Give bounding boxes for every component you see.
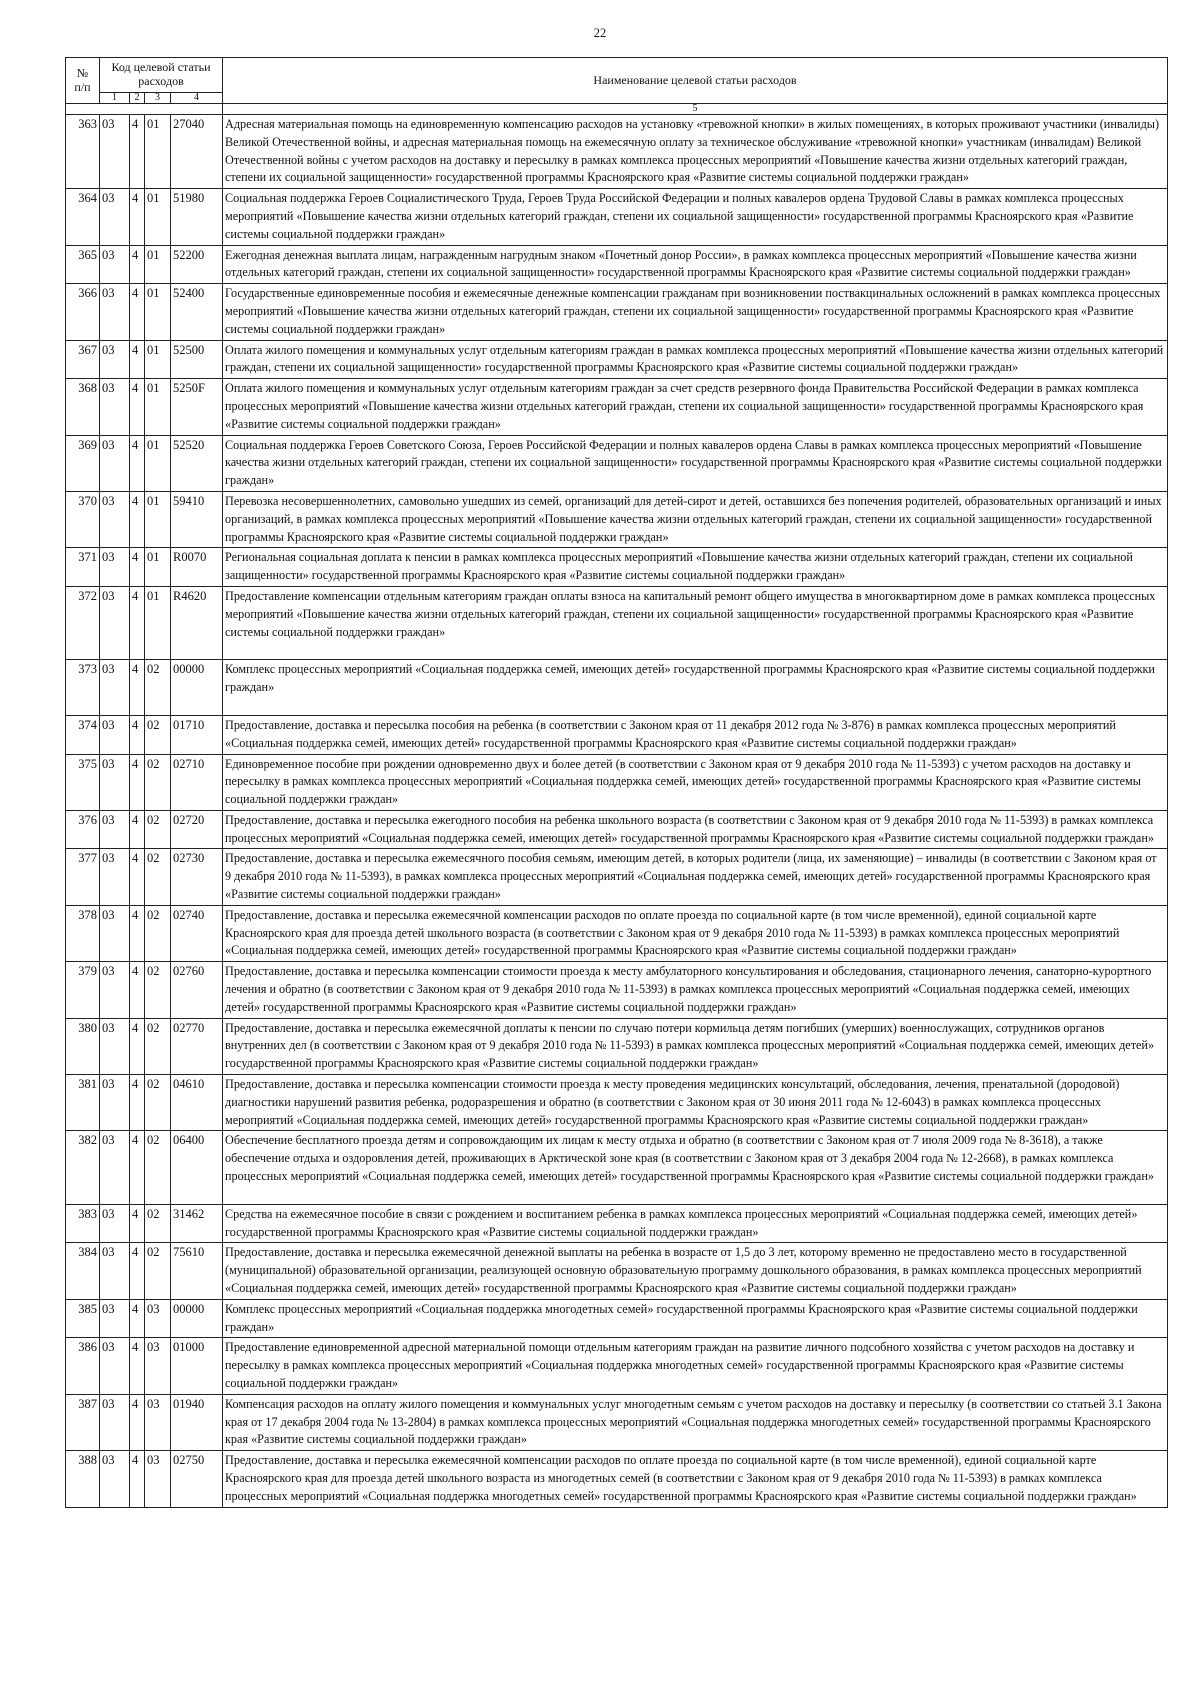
row-number: 370	[66, 491, 100, 547]
row-description: Предоставление, доставка и пересылка ежемесячного пособия семьям, имеющим детей, в которых родители (лица, их заменяющие) – инвалиды (в соответствии с Законом края от 9 декабря 2010 года № 11-5393), в рамках комплекса процессных мероприятий «Социальная поддержка семей, имеющих детей» государственной программы Красноярского края «Развитие системы социальной поддержки граждан»	[223, 849, 1168, 905]
code-part-3: 01	[145, 435, 171, 491]
code-part-2: 4	[130, 189, 145, 245]
code-part-1: 03	[100, 548, 130, 587]
table-row	[66, 340, 1168, 379]
row-number: 378	[66, 905, 100, 961]
code-part-4: 02750	[171, 1451, 223, 1507]
table-row	[66, 1451, 1168, 1507]
row-number: 364	[66, 189, 100, 245]
row-number: 381	[66, 1075, 100, 1131]
column-number-3: 3	[145, 93, 171, 104]
row-description: Перевозка несовершеннолетних, самовольно ушедших из семей, организаций для детей-сирот и детей, оставшихся без попечения родителей, образовательных организаций и иных организаций, в рамках комплекса процессных мероприятий «Повышение качества жизни отдельных категорий граждан, степени их социальной защищенности» государственной программы Красноярского края «Развитие системы социальной поддержки граждан»	[223, 491, 1168, 547]
code-part-2: 4	[130, 754, 145, 810]
code-part-3: 02	[145, 754, 171, 810]
column-number-spacer	[66, 104, 223, 115]
code-part-2: 4	[130, 1394, 145, 1450]
row-number: 372	[66, 586, 100, 659]
code-part-2: 4	[130, 1204, 145, 1243]
code-part-1: 03	[100, 1204, 130, 1243]
code-part-2: 4	[130, 379, 145, 435]
target-articles-table	[65, 57, 1168, 1508]
code-part-2: 4	[130, 1338, 145, 1394]
table-row	[66, 754, 1168, 810]
code-part-1: 03	[100, 1299, 130, 1338]
row-number: 371	[66, 548, 100, 587]
table-row	[66, 905, 1168, 961]
code-part-4: 52400	[171, 284, 223, 340]
code-part-1: 03	[100, 379, 130, 435]
code-part-2: 4	[130, 586, 145, 659]
code-part-4: 01000	[171, 1338, 223, 1394]
column-number-5: 5	[223, 104, 1168, 115]
code-part-4: 31462	[171, 1204, 223, 1243]
code-part-2: 4	[130, 435, 145, 491]
table-row	[66, 1075, 1168, 1131]
code-part-4: 02710	[171, 754, 223, 810]
code-part-2: 4	[130, 491, 145, 547]
table-row	[66, 491, 1168, 547]
code-part-3: 01	[145, 284, 171, 340]
code-part-2: 4	[130, 115, 145, 189]
code-part-3: 02	[145, 1018, 171, 1074]
code-part-4: R0070	[171, 548, 223, 587]
code-part-4: 52200	[171, 245, 223, 284]
code-part-3: 01	[145, 548, 171, 587]
row-description: Государственные единовременные пособия и ежемесячные денежные компенсации гражданам при возникновении поствакцинальных осложнений в рамках комплекса процессных мероприятий «Повышение качества жизни отдельных категорий граждан, степени их социальной защищенности» государственной программы Красноярского края «Развитие системы социальной поддержки граждан»	[223, 284, 1168, 340]
row-description: Единовременное пособие при рождении одновременно двух и более детей (в соответствии с Законом края от 9 декабря 2010 года № 11-5393) с учетом расходов на доставку и пересылку в рамках комплекса процессных мероприятий «Социальная поддержка семей, имеющих детей» государственной программы Красноярского края «Развитие системы социальной поддержки граждан»	[223, 754, 1168, 810]
code-part-1: 03	[100, 586, 130, 659]
table-row	[66, 810, 1168, 849]
code-part-4: 00000	[171, 1299, 223, 1338]
code-part-4: 02770	[171, 1018, 223, 1074]
table-row	[66, 1243, 1168, 1299]
table-row	[66, 245, 1168, 284]
table-row	[66, 962, 1168, 1018]
code-part-1: 03	[100, 435, 130, 491]
code-part-4: 04610	[171, 1075, 223, 1131]
code-part-3: 03	[145, 1394, 171, 1450]
table-row	[66, 1204, 1168, 1243]
page-number: 22	[593, 26, 607, 40]
row-description: Комплекс процессных мероприятий «Социальная поддержка семей, имеющих детей» государственной программы Красноярского края «Развитие системы социальной поддержки граждан»	[223, 660, 1168, 716]
code-part-2: 4	[130, 715, 145, 754]
row-number: 379	[66, 962, 100, 1018]
row-description: Предоставление единовременной адресной материальной помощи отдельным категориям граждан на развитие личного подсобного хозяйства с учетом расходов на доставку и пересылку в рамках комплекса процессных мероприятий «Социальная поддержка многодетных семей» государственной программы Красноярского края «Развитие системы социальной поддержки граждан»	[223, 1338, 1168, 1394]
code-part-3: 02	[145, 660, 171, 716]
row-description: Предоставление, доставка и пересылка ежемесячной доплаты к пенсии по случаю потери кормильца детям погибших (умерших) военнослужащих, сотрудников органов внутренних дел (в соответствии с Законом края от 9 декабря 2010 года № 11-5393) в рамках комплекса процессных мероприятий «Социальная поддержка семей, имеющих детей» государственной программы Красноярского края «Развитие системы социальной поддержки граждан»	[223, 1018, 1168, 1074]
row-number: 376	[66, 810, 100, 849]
code-part-2: 4	[130, 1131, 145, 1204]
code-part-4: 02760	[171, 962, 223, 1018]
code-part-1: 03	[100, 1131, 130, 1204]
code-part-3: 01	[145, 245, 171, 284]
row-number: 375	[66, 754, 100, 810]
table-row	[66, 1338, 1168, 1394]
table-row	[66, 284, 1168, 340]
code-part-2: 4	[130, 1451, 145, 1507]
code-part-3: 02	[145, 962, 171, 1018]
code-part-1: 03	[100, 1075, 130, 1131]
row-number: 369	[66, 435, 100, 491]
code-part-2: 4	[130, 1299, 145, 1338]
row-description: Региональная социальная доплата к пенсии в рамках комплекса процессных мероприятий «Повышение качества жизни отдельных категорий граждан, степени их социальной защищенности» государственной программы Красноярского края «Развитие системы социальной поддержки граждан»	[223, 548, 1168, 587]
code-part-3: 03	[145, 1338, 171, 1394]
table-row	[66, 586, 1168, 659]
code-part-1: 03	[100, 660, 130, 716]
row-number: 384	[66, 1243, 100, 1299]
row-number: 368	[66, 379, 100, 435]
row-description: Оплата жилого помещения и коммунальных услуг отдельным категориям граждан в рамках комплекса процессных мероприятий «Повышение качества жизни отдельных категорий граждан, степени их социальной защищенности» государственной программы Красноярского края «Развитие системы социальной поддержки граждан»	[223, 340, 1168, 379]
row-description: Предоставление, доставка и пересылка ежемесячной компенсации расходов по оплате проезда по социальной карте (в том числе временной), единой социальной карте Красноярского края для проезда детей школьного возраста (в соответствии с Законом края от 9 декабря 2010 года № 11-5393) в рамках комплекса процессных мероприятий «Социальная поддержка семей, имеющих детей» государственной программы Красноярского края «Развитие системы социальной поддержки граждан»	[223, 905, 1168, 961]
code-part-4: 01710	[171, 715, 223, 754]
code-part-1: 03	[100, 245, 130, 284]
code-part-1: 03	[100, 754, 130, 810]
row-description: Оплата жилого помещения и коммунальных услуг отдельным категориям граждан за счет средств резервного фонда Правительства Российской Федерации в рамках комплекса процессных мероприятий «Повышение качества жизни отдельных категорий граждан, степени их социальной защищенности» государственной программы Красноярского края «Развитие системы социальной поддержки граждан»	[223, 379, 1168, 435]
code-part-1: 03	[100, 962, 130, 1018]
header-name: Наименование целевой статьи расходов	[223, 58, 1168, 104]
code-part-4: 00000	[171, 660, 223, 716]
row-description: Адресная материальная помощь на единовременную компенсацию расходов на установку «тревожной кнопки» в жилых помещениях, в которых проживают участники (инвалиды) Великой Отечественной войны, и адресная материальная помощь на ежемесячную оплату за техническое обслуживание «тревожной кнопки» участникам (инвалидам) Великой Отечественной войны с учетом расходов на доставку и пересылку в рамках комплекса процессных мероприятий «Повышение качества жизни отдельных категорий граждан, степени их социальной защищенности» государственной программы Красноярского края «Развитие системы социальной поддержки граждан»	[223, 115, 1168, 189]
table-row	[66, 715, 1168, 754]
code-part-4: 75610	[171, 1243, 223, 1299]
code-part-1: 03	[100, 284, 130, 340]
code-part-2: 4	[130, 660, 145, 716]
row-number: 367	[66, 340, 100, 379]
code-part-4: 52520	[171, 435, 223, 491]
code-part-1: 03	[100, 849, 130, 905]
table-row	[66, 435, 1168, 491]
code-part-1: 03	[100, 340, 130, 379]
code-part-3: 02	[145, 849, 171, 905]
column-number-4: 4	[171, 93, 223, 104]
table-row	[66, 660, 1168, 716]
row-description: Комплекс процессных мероприятий «Социальная поддержка многодетных семей» государственной программы Красноярского края «Развитие системы социальной поддержки граждан»	[223, 1299, 1168, 1338]
code-part-3: 03	[145, 1451, 171, 1507]
code-part-3: 01	[145, 491, 171, 547]
row-description: Компенсация расходов на оплату жилого помещения и коммунальных услуг многодетным семьям с учетом расходов на доставку и пересылку (в соответствии со статьей 3.1 Закона края от 17 декабря 2004 года № 13-2804) в рамках комплекса процессных мероприятий «Социальная поддержка многодетных семей» государственной программы Красноярского края «Развитие системы социальной поддержки граждан»	[223, 1394, 1168, 1450]
code-part-3: 01	[145, 340, 171, 379]
code-part-4: 27040	[171, 115, 223, 189]
code-part-1: 03	[100, 189, 130, 245]
code-part-2: 4	[130, 849, 145, 905]
code-part-1: 03	[100, 1451, 130, 1507]
code-part-3: 01	[145, 189, 171, 245]
code-part-3: 01	[145, 115, 171, 189]
code-part-3: 02	[145, 810, 171, 849]
code-part-2: 4	[130, 284, 145, 340]
code-part-3: 01	[145, 586, 171, 659]
code-part-2: 4	[130, 548, 145, 587]
row-number: 374	[66, 715, 100, 754]
code-part-1: 03	[100, 1338, 130, 1394]
code-part-2: 4	[130, 810, 145, 849]
row-description: Предоставление, доставка и пересылка ежемесячной денежной выплаты на ребенка в возрасте от 1,5 до 3 лет, которому временно не предоставлено место в государственной (муниципальной) образовательной организации, реализующей основную образовательную программу дошкольного образования, в рамках комплекса процессных мероприятий «Социальная поддержка семей, имеющих детей» государственной программы Красноярского края «Развитие системы социальной поддержки граждан»	[223, 1243, 1168, 1299]
row-number: 388	[66, 1451, 100, 1507]
code-part-4: R4620	[171, 586, 223, 659]
code-part-3: 02	[145, 905, 171, 961]
code-part-3: 02	[145, 1204, 171, 1243]
code-part-1: 03	[100, 1018, 130, 1074]
table-row	[66, 1131, 1168, 1204]
code-part-1: 03	[100, 1243, 130, 1299]
row-number: 380	[66, 1018, 100, 1074]
row-description: Ежегодная денежная выплата лицам, награжденным нагрудным знаком «Почетный донор России», в рамках комплекса процессных мероприятий «Повышение качества жизни отдельных категорий граждан, степени их социальной защищенности» государственной программы Красноярского края «Развитие системы социальной поддержки граждан»	[223, 245, 1168, 284]
column-number-1: 1	[100, 93, 130, 104]
table-row	[66, 548, 1168, 587]
table-column-number-row-5	[66, 104, 1168, 115]
table-row	[66, 189, 1168, 245]
code-part-4: 02720	[171, 810, 223, 849]
table-row	[66, 1299, 1168, 1338]
table-row	[66, 379, 1168, 435]
code-part-3: 03	[145, 1299, 171, 1338]
code-part-4: 5250F	[171, 379, 223, 435]
code-part-2: 4	[130, 1075, 145, 1131]
header-row-number: № п/п	[66, 58, 100, 104]
row-number: 382	[66, 1131, 100, 1204]
row-description: Предоставление, доставка и пересылка компенсации стоимости проезда к месту проведения медицинских консультаций, обследования, лечения, пренатальной (дородовой) диагностики нарушений развития ребенка, родоразрешения и обратно (в соответствии с Законом края от 30 июня 2011 года № 12-6043) в рамках комплекса процессных мероприятий «Социальная поддержка семей, имеющих детей» государственной программы Красноярского края «Развитие системы социальной поддержки граждан»	[223, 1075, 1168, 1131]
row-description: Средства на ежемесячное пособие в связи с рождением и воспитанием ребенка в рамках комплекса процессных мероприятий «Социальная поддержка семей, имеющих детей» государственной программы Красноярского края «Развитие системы социальной поддержки граждан»	[223, 1204, 1168, 1243]
code-part-4: 01940	[171, 1394, 223, 1450]
code-part-3: 02	[145, 1243, 171, 1299]
row-description: Социальная поддержка Героев Социалистического Труда, Героев Труда Российской Федерации и полных кавалеров ордена Трудовой Славы в рамках комплекса процессных мероприятий «Повышение качества жизни отдельных категорий граждан, степени их социальной защищенности» государственной программы Красноярского края «Развитие системы социальной поддержки граждан»	[223, 189, 1168, 245]
table-row	[66, 849, 1168, 905]
code-part-4: 59410	[171, 491, 223, 547]
row-description: Предоставление компенсации отдельным категориям граждан оплаты взноса на капитальный ремонт общего имущества в многоквартирном доме в рамках комплекса процессных мероприятий «Повышение качества жизни отдельных категорий граждан, степени их социальной защищенности» государственной программы Красноярского края «Развитие системы социальной поддержки граждан»	[223, 586, 1168, 659]
code-part-1: 03	[100, 715, 130, 754]
table-header-row	[66, 58, 1168, 93]
row-number: 383	[66, 1204, 100, 1243]
row-description: Обеспечение бесплатного проезда детям и сопровождающим их лицам к месту отдыха и обратно (в соответствии с Законом края от 7 июля 2009 года № 8-3618), а также обеспечение отдыха и оздоровления детей, проживающих в Арктической зоне края (в соответствии с Законом края от 3 декабря 2004 года № 12-2668), в рамках комплекса процессных мероприятий «Социальная поддержка семей, имеющих детей» государственной программы Красноярского края «Развитие системы социальной поддержки граждан»	[223, 1131, 1168, 1204]
row-description: Предоставление, доставка и пересылка ежегодного пособия на ребенка школьного возраста (в соответствии с Законом края от 9 декабря 2010 года № 11-5393) в рамках комплекса процессных мероприятий «Социальная поддержка семей, имеющих детей» государственной программы Красноярского края «Развитие системы социальной поддержки граждан»	[223, 810, 1168, 849]
code-part-4: 51980	[171, 189, 223, 245]
column-number-2: 2	[130, 93, 145, 104]
row-description: Предоставление, доставка и пересылка пособия на ребенка (в соответствии с Законом края от 11 декабря 2012 года № 3-876) в рамках комплекса процессных мероприятий «Социальная поддержка семей, имеющих детей» государственной программы Красноярского края «Развитие системы социальной поддержки граждан»	[223, 715, 1168, 754]
code-part-4: 02740	[171, 905, 223, 961]
code-part-1: 03	[100, 115, 130, 189]
row-number: 366	[66, 284, 100, 340]
row-number: 365	[66, 245, 100, 284]
code-part-1: 03	[100, 810, 130, 849]
table-row	[66, 1394, 1168, 1450]
code-part-1: 03	[100, 905, 130, 961]
code-part-4: 06400	[171, 1131, 223, 1204]
code-part-3: 02	[145, 1075, 171, 1131]
code-part-4: 52500	[171, 340, 223, 379]
code-part-3: 02	[145, 715, 171, 754]
row-number: 387	[66, 1394, 100, 1450]
code-part-3: 01	[145, 379, 171, 435]
code-part-2: 4	[130, 245, 145, 284]
row-number: 377	[66, 849, 100, 905]
table-row	[66, 1018, 1168, 1074]
row-number: 363	[66, 115, 100, 189]
row-number: 386	[66, 1338, 100, 1394]
code-part-2: 4	[130, 340, 145, 379]
code-part-3: 02	[145, 1131, 171, 1204]
row-number: 385	[66, 1299, 100, 1338]
code-part-2: 4	[130, 1243, 145, 1299]
code-part-2: 4	[130, 1018, 145, 1074]
code-part-1: 03	[100, 1394, 130, 1450]
code-part-1: 03	[100, 491, 130, 547]
row-description: Предоставление, доставка и пересылка ежемесячной компенсации расходов по оплате проезда по социальной карте (в том числе временной), единой социальной карте Красноярского края для проезда детей школьного возраста из многодетных семей (в соответствии с Законом края от 9 декабря 2010 года № 11-5393) в рамках комплекса процессных мероприятий «Социальная поддержка многодетных семей» государственной программы Красноярского края «Развитие системы социальной поддержки граждан»	[223, 1451, 1168, 1507]
row-description: Социальная поддержка Героев Советского Союза, Героев Российской Федерации и полных кавалеров ордена Славы в рамках комплекса процессных мероприятий «Повышение качества жизни отдельных категорий граждан, степени их социальной защищенности» государственной программы Красноярского края «Развитие системы социальной поддержки граждан»	[223, 435, 1168, 491]
code-part-2: 4	[130, 905, 145, 961]
row-number: 373	[66, 660, 100, 716]
code-part-4: 02730	[171, 849, 223, 905]
code-part-2: 4	[130, 962, 145, 1018]
table-body	[66, 115, 1168, 1508]
table-row	[66, 115, 1168, 189]
row-description: Предоставление, доставка и пересылка компенсации стоимости проезда к месту амбулаторного консультирования и обследования, стационарного лечения, санаторно-курортного лечения и обратно (в соответствии с Законом края от 9 декабря 2010 года № 11-5393) в рамках комплекса процессных мероприятий «Социальная поддержка семей, имеющих детей» государственной программы Красноярского края «Развитие системы социальной поддержки граждан»	[223, 962, 1168, 1018]
header-code-group: Код целевой статьи расходов	[100, 58, 223, 93]
